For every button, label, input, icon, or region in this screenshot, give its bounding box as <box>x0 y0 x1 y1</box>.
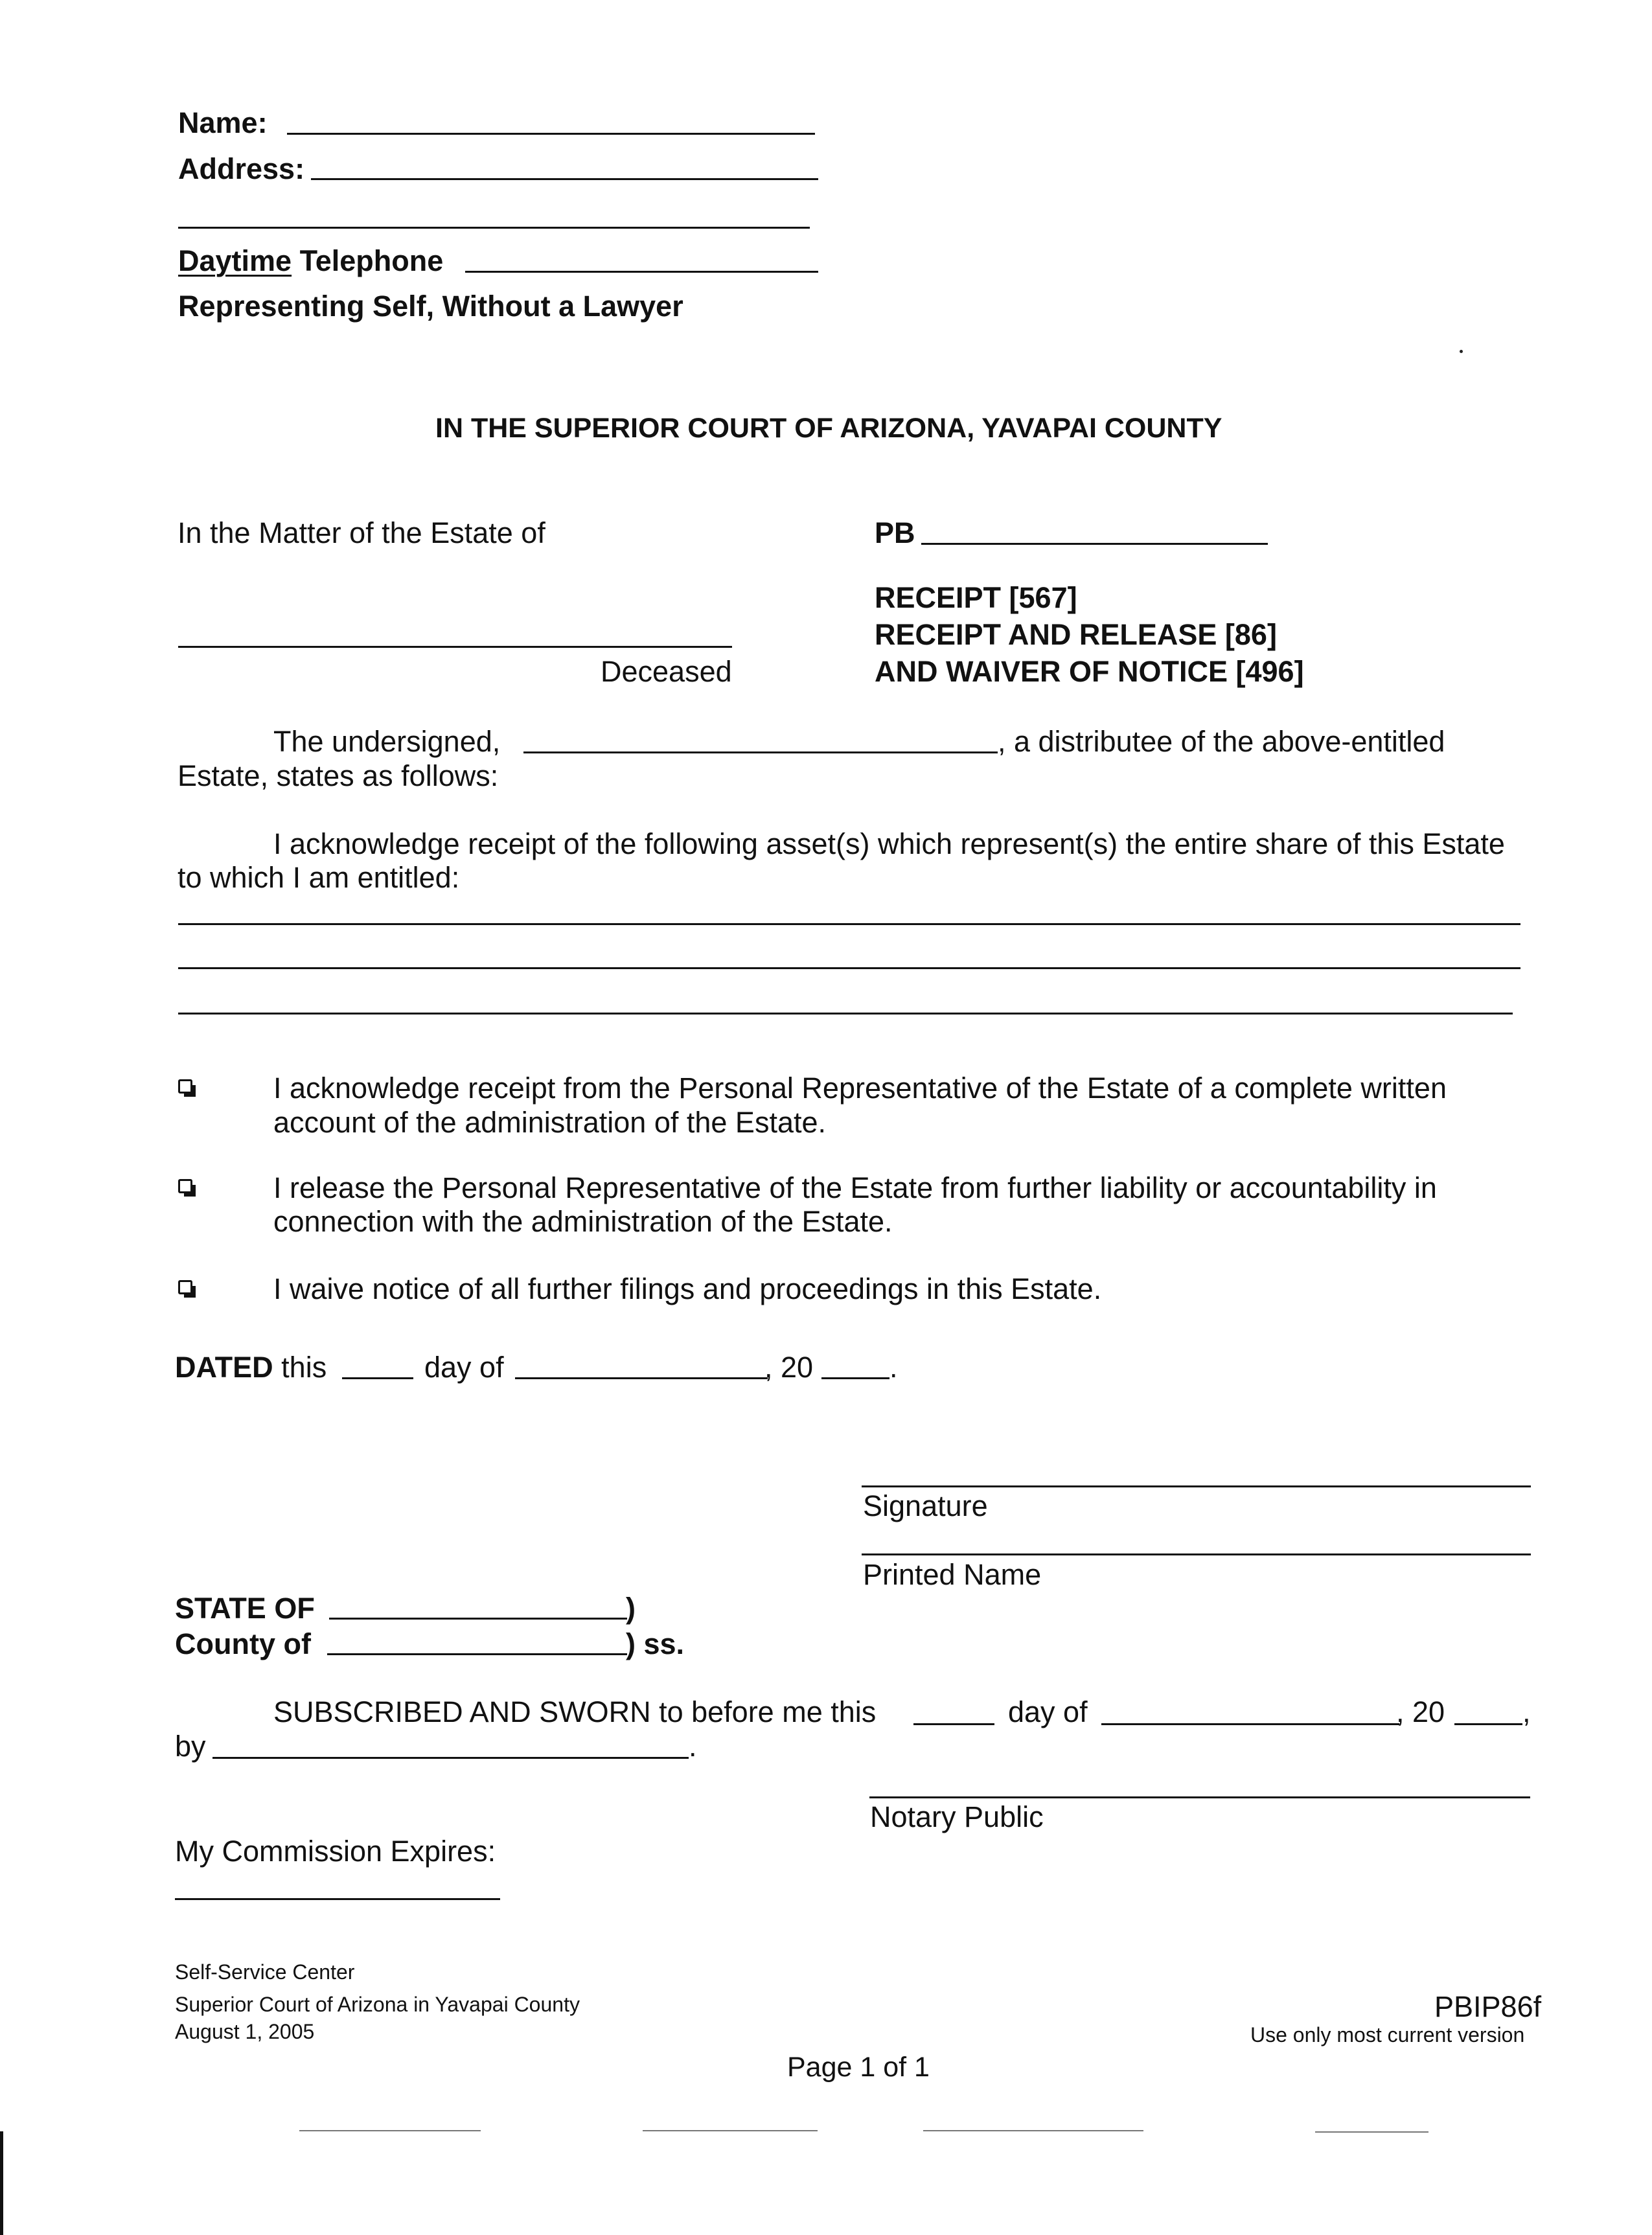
doc-title-waiver: AND WAIVER OF NOTICE [496] <box>875 655 1304 688</box>
name-label: Name: <box>178 106 268 139</box>
sworn-by-name-field[interactable] <box>212 1757 689 1759</box>
dated-year-field[interactable] <box>821 1377 889 1379</box>
dated-label: DATED <box>175 1351 273 1384</box>
dated-this: this <box>281 1351 327 1384</box>
deceased-label: Deceased <box>601 655 732 688</box>
checkbox-item-3-line-1: I waive notice of all further filings and proceedings in this Estate. <box>273 1272 1102 1305</box>
asset-line-3[interactable] <box>178 1013 1513 1014</box>
dated-month-field[interactable] <box>515 1377 768 1379</box>
checkbox-release-liability[interactable] <box>178 1179 192 1193</box>
doc-title-receipt: RECEIPT [567] <box>875 581 1077 614</box>
checkbox-item-1-line-2: account of the administration of the Estate. <box>273 1106 827 1139</box>
pb-case-number-field[interactable] <box>921 543 1268 545</box>
commission-expires-label: My Commission Expires: <box>175 1835 496 1868</box>
notary-public-label: Notary Public <box>870 1800 1044 1833</box>
representing-self: Representing Self, Without a Lawyer <box>178 290 683 323</box>
scan-artifact-line-1 <box>299 2130 481 2131</box>
undersigned-suffix: , a distributee of the above-entitled <box>998 725 1445 758</box>
footer-self-service-center: Self-Service Center <box>175 1960 355 1984</box>
telephone-label: Telephone <box>299 244 444 277</box>
footer-date: August 1, 2005 <box>175 2020 315 2043</box>
dated-day-field[interactable] <box>342 1377 413 1379</box>
sworn-comma: , <box>1522 1695 1531 1728</box>
county-paren-ss: ) ss. <box>626 1627 685 1660</box>
checkbox-item-1-line-1: I acknowledge receipt from the Personal Representative of the Estate of a complete written <box>273 1072 1447 1105</box>
signature-label: Signature <box>863 1489 988 1522</box>
form-code: PBIP86f <box>1434 1990 1542 2023</box>
scan-artifact-line-4 <box>1315 2131 1428 2133</box>
estate-states: Estate, states as follows: <box>178 759 499 792</box>
dated-year-prefix: , 20 <box>764 1351 814 1384</box>
sworn-day-field[interactable] <box>913 1723 994 1725</box>
asset-line-1[interactable] <box>178 923 1520 925</box>
entitled-text: to which I am entitled: <box>178 861 460 894</box>
address-label: Address: <box>178 152 305 185</box>
state-paren: ) <box>626 1592 636 1625</box>
undersigned-prefix: The undersigned, <box>273 725 501 758</box>
county-of-label: County of <box>175 1627 311 1660</box>
checkbox-item-2-line-1: I release the Personal Representative of the Estate from further liability or accountability in <box>273 1171 1437 1204</box>
distributee-name-field[interactable] <box>523 751 998 753</box>
county-field[interactable] <box>327 1653 627 1655</box>
telephone-field[interactable] <box>465 271 818 273</box>
notary-signature-field[interactable] <box>869 1796 1530 1798</box>
decedent-name-field[interactable] <box>178 646 732 648</box>
checkbox-waive-notice[interactable] <box>178 1280 192 1294</box>
scan-edge-mark <box>0 2131 3 2235</box>
sworn-year-field[interactable] <box>1454 1723 1522 1725</box>
commission-expires-field[interactable] <box>175 1898 500 1900</box>
scan-speck <box>1460 350 1463 353</box>
checkbox-account-received[interactable] <box>178 1079 192 1094</box>
scan-artifact-line-2 <box>643 2130 818 2131</box>
daytime-telephone-label <box>178 246 443 275</box>
sworn-period: . <box>689 1730 697 1763</box>
printed-name-label: Printed Name <box>863 1558 1042 1591</box>
signature-field[interactable] <box>862 1485 1531 1487</box>
asset-line-2[interactable] <box>178 967 1520 969</box>
sworn-by: by <box>175 1730 206 1763</box>
doc-title-receipt-release: RECEIPT AND RELEASE [86] <box>875 618 1277 651</box>
checkbox-item-2-line-2: connection with the administration of the Estate. <box>273 1205 893 1238</box>
footer-court-name: Superior Court of Arizona in Yavapai County <box>175 1993 580 2016</box>
dated-line <box>175 1353 327 1382</box>
printed-name-field[interactable] <box>862 1553 1531 1555</box>
state-of-label: STATE OF <box>175 1592 315 1625</box>
scan-artifact-line-3 <box>923 2130 1143 2131</box>
name-field[interactable] <box>287 133 815 135</box>
matter-of-estate: In the Matter of the Estate of <box>178 516 545 549</box>
subscribed-sworn-text: SUBSCRIBED AND SWORN to before me this <box>273 1695 877 1728</box>
version-note: Use only most current version <box>1250 2023 1525 2046</box>
acknowledge-assets-text: I acknowledge receipt of the following asset(s) which represent(s) the entire share of this Estate <box>273 827 1505 860</box>
page-number: Page 1 of 1 <box>787 2052 930 2083</box>
sworn-day-of: day of <box>1008 1695 1088 1728</box>
state-field[interactable] <box>329 1618 627 1620</box>
sworn-year-prefix: , 20 <box>1396 1695 1445 1728</box>
address-field[interactable] <box>311 178 818 180</box>
court-title: IN THE SUPERIOR COURT OF ARIZONA, YAVAPAI COUNTY <box>435 413 1222 444</box>
pb-label: PB <box>875 516 915 549</box>
address-field-line-2[interactable] <box>178 227 810 229</box>
dated-period: . <box>889 1351 898 1384</box>
dated-day-of: day of <box>424 1351 504 1384</box>
daytime-label: Daytime <box>178 244 292 277</box>
sworn-month-field[interactable] <box>1101 1723 1399 1725</box>
